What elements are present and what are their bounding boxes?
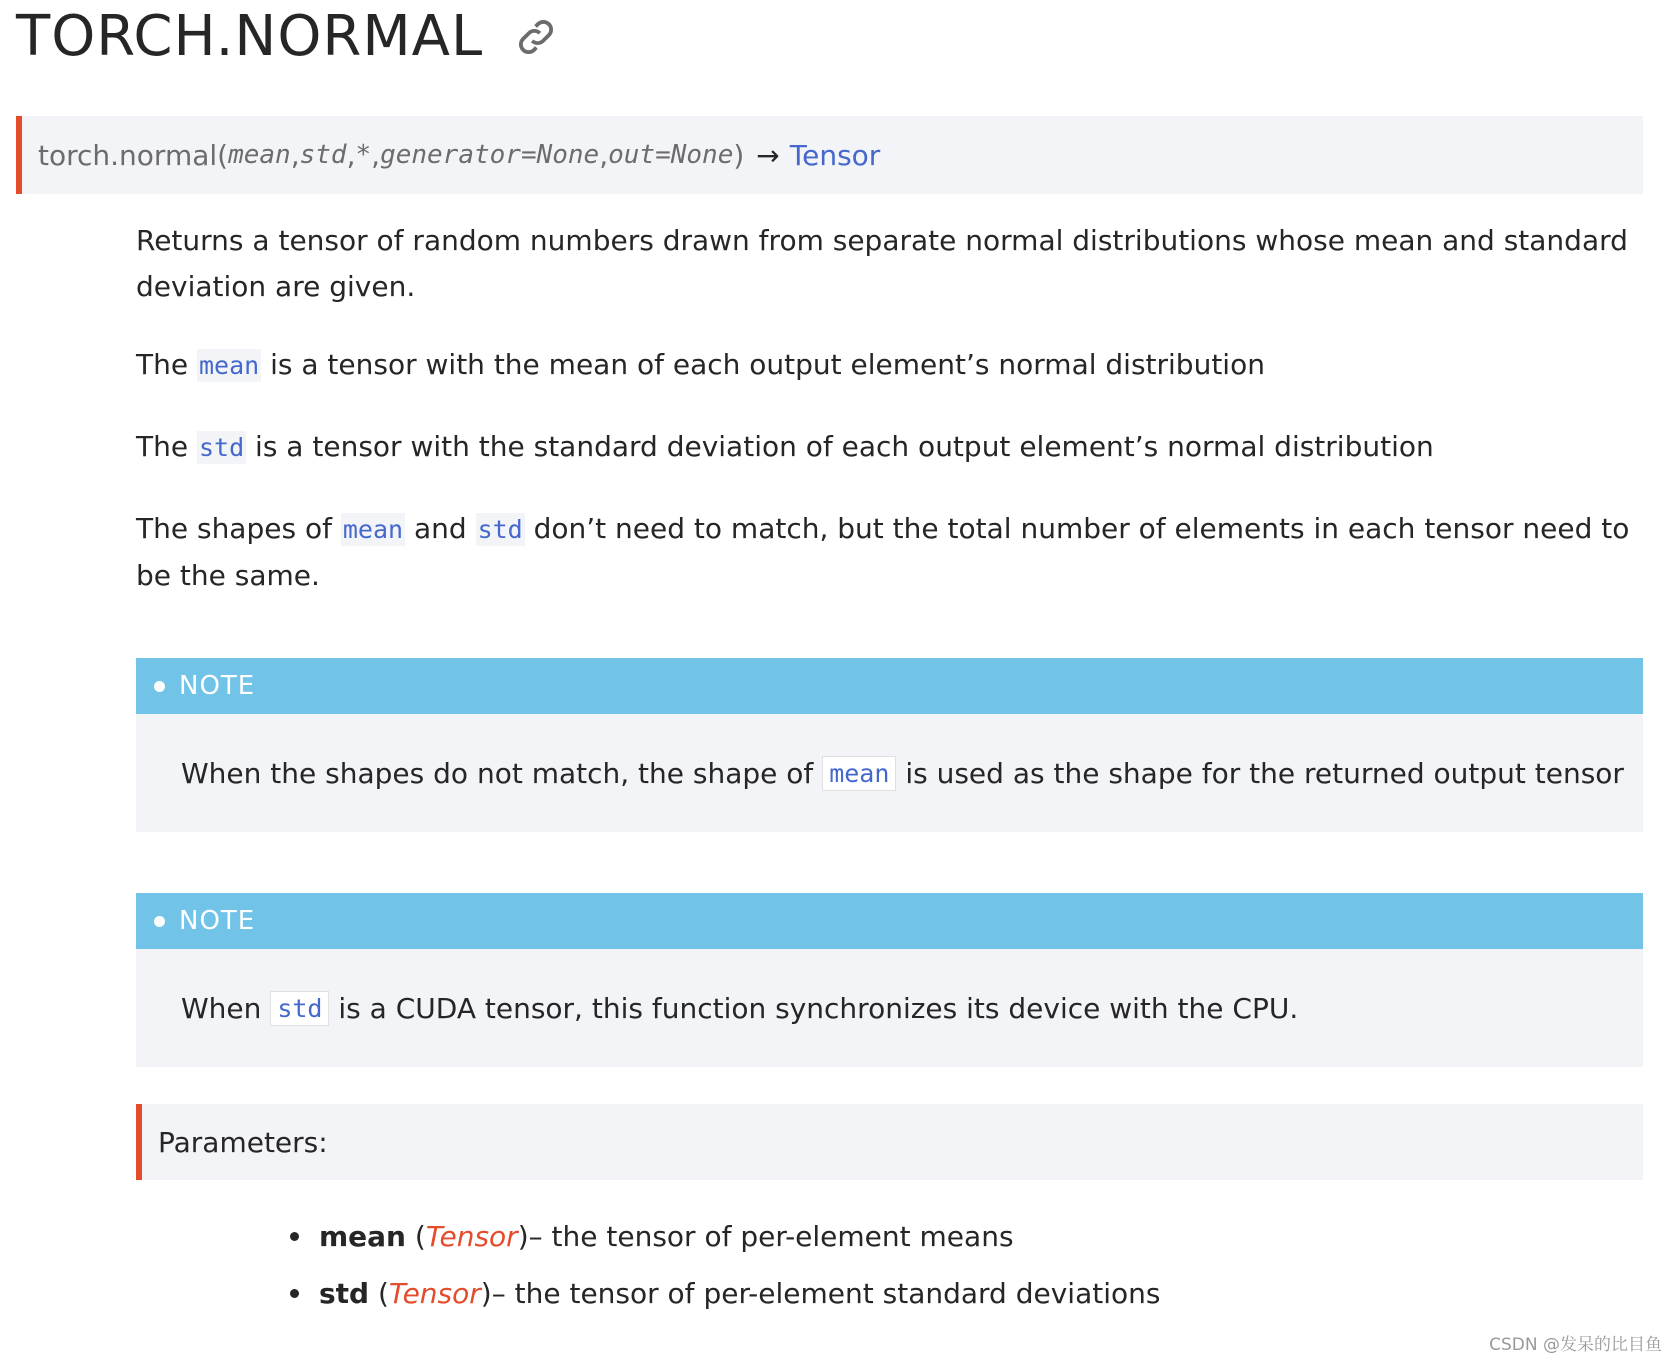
text: The: [136, 348, 197, 381]
note-header: [136, 893, 1643, 949]
param-type-link[interactable]: Tensor: [388, 1277, 481, 1310]
paren: ): [733, 138, 745, 172]
function-name: torch.normal: [38, 138, 218, 172]
text: is a tensor with the mean of each output element’s normal distribution: [261, 348, 1265, 381]
bullet-icon: [154, 681, 165, 692]
param-name: mean: [319, 1220, 406, 1253]
text: and: [405, 512, 476, 545]
param-desc: – the tensor of per-element means: [528, 1220, 1014, 1253]
paragraph: Returns a tensor of random numbers drawn from separate normal distributions whose mean and standard deviation are given.: [136, 224, 1628, 303]
arrow: →: [756, 138, 780, 172]
arg-generator: generator=None: [380, 140, 600, 170]
sep: ,: [290, 138, 300, 172]
text: When the shapes do not match, the shape of: [181, 756, 814, 790]
bullet-icon: [290, 1232, 299, 1241]
sep: ,: [346, 138, 356, 172]
arg-std: std: [299, 140, 347, 170]
paren: (: [217, 138, 229, 172]
note-body: [136, 714, 1643, 832]
parameters-heading: [136, 1104, 1643, 1180]
param-type-link[interactable]: Tensor: [425, 1220, 518, 1253]
text: is a CUDA tensor, this function synchronizes its device with the CPU.: [338, 991, 1299, 1025]
arg-star: *: [355, 140, 372, 170]
link-icon[interactable]: [513, 14, 559, 60]
sep: ,: [599, 138, 609, 172]
description-p3: [136, 424, 1646, 471]
heading-text: Parameters:: [158, 1125, 328, 1159]
note-label: NOTE: [179, 906, 256, 936]
text: When: [181, 991, 262, 1025]
code-mean: mean: [822, 756, 896, 791]
list-item: std ( Tensor ) – the tensor of per-element standard deviations: [290, 1265, 1160, 1322]
param-desc: – the tensor of per-element standard deviations: [491, 1277, 1161, 1310]
text: is a tensor with the standard deviation of each output element’s normal distribution: [246, 430, 1434, 463]
text: don’t need to match, but the total number of elements in each tensor need to be the same.: [136, 512, 1630, 592]
title-text: TORCH.NORMAL: [16, 4, 484, 69]
text: The shapes of: [136, 512, 341, 545]
sep: ,: [371, 138, 381, 172]
text: is used as the shape for the returned output tensor: [905, 756, 1624, 790]
description-p4: [136, 506, 1646, 599]
code-std: std: [477, 515, 523, 544]
arg-mean: mean: [228, 140, 291, 170]
description-p2: [136, 342, 1646, 389]
list-item: mean ( Tensor ) – the tensor of per-element means: [290, 1208, 1160, 1265]
text: The: [136, 430, 197, 463]
code-std: std: [270, 991, 329, 1026]
description-p1: [136, 218, 1646, 310]
parameters-list: [290, 1208, 1160, 1322]
page-title: [16, 4, 559, 69]
code-std: std: [198, 433, 245, 462]
note-body: [136, 949, 1643, 1067]
code-mean: mean: [198, 351, 260, 380]
bullet-icon: [290, 1289, 299, 1298]
note-label: NOTE: [179, 671, 256, 701]
note-box: [136, 893, 1643, 1067]
arg-out: out=None: [608, 140, 734, 170]
param-name: std: [319, 1277, 370, 1310]
bullet-icon: [154, 916, 165, 927]
note-header: [136, 658, 1643, 714]
watermark: CSDN @发呆的比目鱼: [1489, 1335, 1662, 1355]
note-box: [136, 658, 1643, 832]
return-type-link[interactable]: Tensor: [789, 138, 881, 172]
code-mean: mean: [342, 515, 404, 544]
function-signature: [16, 116, 1643, 194]
